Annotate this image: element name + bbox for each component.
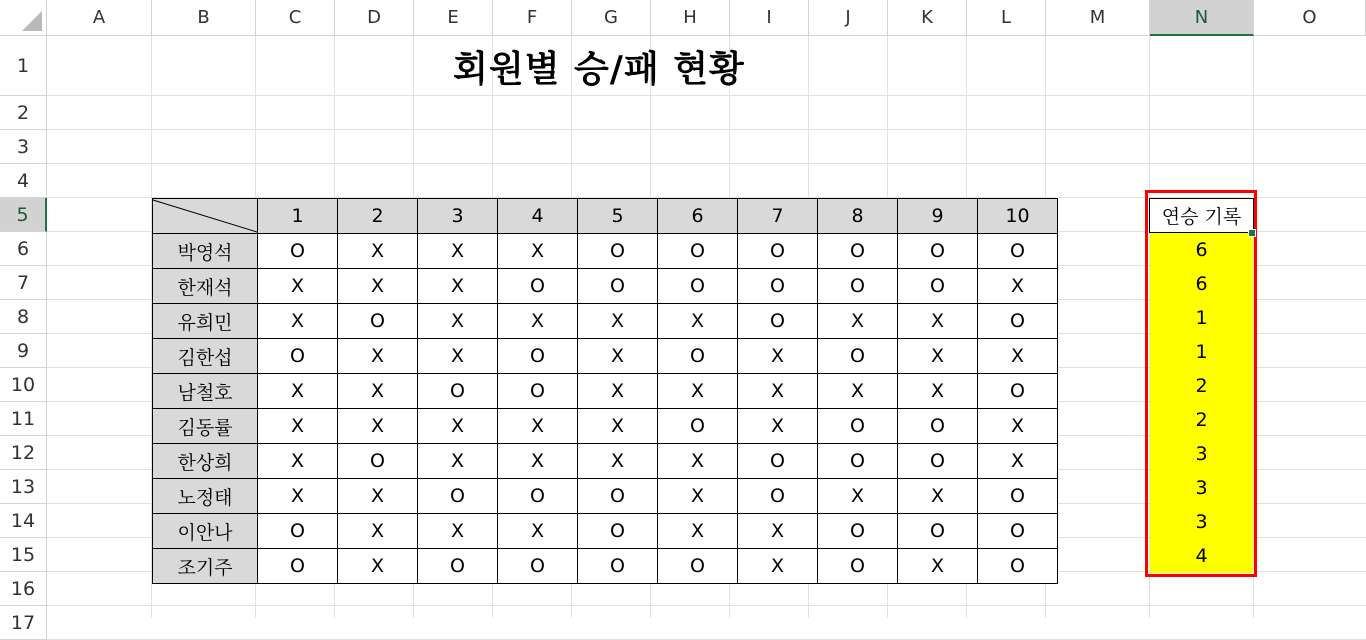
result-cell[interactable]: X bbox=[578, 339, 658, 374]
result-cell[interactable]: O bbox=[258, 514, 338, 549]
game-number-header[interactable]: 9 bbox=[898, 199, 978, 234]
result-cell[interactable]: O bbox=[578, 269, 658, 304]
member-name-cell[interactable]: 박영석 bbox=[153, 234, 258, 269]
result-cell[interactable]: O bbox=[658, 234, 738, 269]
result-cell[interactable]: X bbox=[418, 409, 498, 444]
result-cell[interactable]: X bbox=[258, 409, 338, 444]
game-number-header[interactable]: 2 bbox=[338, 199, 418, 234]
result-cell[interactable]: O bbox=[258, 549, 338, 584]
table-row bbox=[153, 409, 1058, 444]
member-name-cell[interactable]: 조기주 bbox=[153, 549, 258, 584]
result-cell[interactable]: O bbox=[898, 514, 978, 549]
result-cell[interactable]: O bbox=[978, 374, 1058, 409]
game-number-header[interactable]: 4 bbox=[498, 199, 578, 234]
result-cell[interactable]: X bbox=[418, 304, 498, 339]
row-header-4[interactable]: 4 bbox=[0, 164, 47, 198]
result-cell[interactable]: O bbox=[978, 304, 1058, 339]
streak-value-cell[interactable]: 1 bbox=[1150, 335, 1253, 369]
result-cell[interactable]: X bbox=[898, 549, 978, 584]
member-name-cell[interactable]: 남철호 bbox=[153, 374, 258, 409]
column-header-F[interactable]: F bbox=[493, 0, 572, 36]
row-header-1[interactable]: 1 bbox=[0, 36, 47, 96]
select-all-triangle-icon bbox=[22, 11, 42, 31]
table-row bbox=[153, 234, 1058, 269]
result-cell[interactable]: O bbox=[258, 339, 338, 374]
result-cell[interactable]: X bbox=[498, 304, 578, 339]
result-cell[interactable]: X bbox=[498, 234, 578, 269]
streak-header-cell[interactable]: 연승 기록 bbox=[1149, 198, 1254, 233]
game-number-header[interactable]: 3 bbox=[418, 199, 498, 234]
result-cell[interactable]: O bbox=[898, 269, 978, 304]
result-cell[interactable]: O bbox=[818, 339, 898, 374]
result-cell[interactable]: X bbox=[338, 409, 418, 444]
streak-value-cell[interactable]: 2 bbox=[1150, 403, 1253, 437]
column-header-A[interactable]: A bbox=[47, 0, 152, 36]
result-cell[interactable]: X bbox=[578, 444, 658, 479]
row-header-12[interactable]: 12 bbox=[0, 436, 47, 470]
streak-value-cell[interactable]: 3 bbox=[1150, 471, 1253, 505]
result-cell[interactable]: X bbox=[258, 304, 338, 339]
result-cell[interactable]: X bbox=[578, 409, 658, 444]
streak-value-cell[interactable]: 3 bbox=[1150, 505, 1253, 539]
column-header-N[interactable]: N bbox=[1150, 0, 1254, 36]
result-cell[interactable]: O bbox=[978, 234, 1058, 269]
result-cell[interactable]: O bbox=[338, 304, 418, 339]
row-header-16[interactable]: 16 bbox=[0, 572, 47, 606]
column-header-L[interactable]: L bbox=[967, 0, 1046, 36]
result-cell[interactable]: X bbox=[338, 374, 418, 409]
result-cell[interactable]: X bbox=[418, 514, 498, 549]
row-header-11[interactable]: 11 bbox=[0, 402, 47, 436]
result-cell[interactable]: O bbox=[898, 234, 978, 269]
result-cell[interactable]: O bbox=[818, 444, 898, 479]
result-cell[interactable]: X bbox=[898, 339, 978, 374]
row-header-17[interactable]: 17 bbox=[0, 606, 47, 640]
result-cell[interactable]: X bbox=[738, 339, 818, 374]
column-header-C[interactable]: C bbox=[256, 0, 335, 36]
result-cell[interactable]: O bbox=[818, 549, 898, 584]
result-cell[interactable]: X bbox=[978, 269, 1058, 304]
row-header-3[interactable]: 3 bbox=[0, 130, 47, 164]
result-cell[interactable]: X bbox=[338, 339, 418, 374]
streak-value-cell[interactable]: 1 bbox=[1150, 301, 1253, 335]
table-header-row bbox=[153, 199, 1058, 234]
streak-value-cell[interactable]: 6 bbox=[1150, 267, 1253, 301]
result-cell[interactable]: O bbox=[578, 234, 658, 269]
result-cell[interactable]: O bbox=[498, 479, 578, 514]
result-cell[interactable]: X bbox=[418, 234, 498, 269]
game-number-header[interactable]: 1 bbox=[258, 199, 338, 234]
streak-value-cell[interactable]: 4 bbox=[1150, 539, 1253, 573]
result-cell[interactable]: O bbox=[738, 304, 818, 339]
result-cell[interactable]: X bbox=[658, 374, 738, 409]
result-cell[interactable]: X bbox=[738, 514, 818, 549]
game-number-header[interactable]: 8 bbox=[818, 199, 898, 234]
result-cell[interactable]: X bbox=[418, 339, 498, 374]
result-cell[interactable]: X bbox=[498, 444, 578, 479]
result-cell[interactable]: X bbox=[418, 269, 498, 304]
result-cell[interactable]: X bbox=[818, 374, 898, 409]
member-name-cell[interactable]: 한재석 bbox=[153, 269, 258, 304]
result-cell[interactable]: O bbox=[978, 479, 1058, 514]
result-cell[interactable]: X bbox=[258, 479, 338, 514]
column-header-D[interactable]: D bbox=[335, 0, 414, 36]
selection-highlight-box bbox=[1145, 190, 1257, 577]
game-number-header[interactable]: 10 bbox=[978, 199, 1058, 234]
result-cell[interactable]: X bbox=[338, 479, 418, 514]
result-cell[interactable]: O bbox=[498, 374, 578, 409]
result-cell[interactable]: O bbox=[418, 549, 498, 584]
result-cell[interactable]: X bbox=[978, 409, 1058, 444]
result-cell[interactable]: X bbox=[658, 479, 738, 514]
column-header-M[interactable]: M bbox=[1046, 0, 1150, 36]
result-cell[interactable]: X bbox=[418, 444, 498, 479]
result-cell[interactable]: O bbox=[978, 514, 1058, 549]
result-cell[interactable]: O bbox=[658, 269, 738, 304]
result-cell[interactable]: O bbox=[738, 234, 818, 269]
result-cell[interactable]: X bbox=[338, 234, 418, 269]
row-header-6[interactable]: 6 bbox=[0, 232, 47, 266]
table-row bbox=[153, 549, 1058, 584]
result-cell[interactable]: O bbox=[418, 479, 498, 514]
table-row bbox=[153, 304, 1058, 339]
result-cell[interactable]: O bbox=[578, 514, 658, 549]
results-table bbox=[152, 198, 1058, 584]
streak-value-cell[interactable]: 2 bbox=[1150, 369, 1253, 403]
result-cell[interactable]: O bbox=[978, 549, 1058, 584]
result-cell[interactable]: X bbox=[978, 444, 1058, 479]
result-cell[interactable]: X bbox=[258, 444, 338, 479]
result-cell[interactable]: X bbox=[498, 514, 578, 549]
streak-value-cell[interactable]: 3 bbox=[1150, 437, 1253, 471]
member-name-cell[interactable]: 김한섭 bbox=[153, 339, 258, 374]
result-cell[interactable]: O bbox=[578, 479, 658, 514]
result-cell[interactable]: X bbox=[338, 549, 418, 584]
row-header-8[interactable]: 8 bbox=[0, 300, 47, 334]
result-cell[interactable]: X bbox=[738, 374, 818, 409]
column-header-O[interactable]: O bbox=[1254, 0, 1366, 36]
result-cell[interactable]: X bbox=[338, 514, 418, 549]
table-row bbox=[153, 374, 1058, 409]
column-header-H[interactable]: H bbox=[651, 0, 730, 36]
table-row bbox=[153, 269, 1058, 304]
member-name-cell[interactable]: 이안나 bbox=[153, 514, 258, 549]
row-header-7[interactable]: 7 bbox=[0, 266, 47, 300]
result-cell[interactable]: X bbox=[898, 304, 978, 339]
streak-value-cell[interactable]: 6 bbox=[1150, 233, 1253, 267]
row-header-10[interactable]: 10 bbox=[0, 368, 47, 402]
table-row bbox=[153, 339, 1058, 374]
result-cell[interactable]: X bbox=[258, 374, 338, 409]
result-cell[interactable]: O bbox=[818, 234, 898, 269]
column-header-G[interactable]: G bbox=[572, 0, 651, 36]
row-header-9[interactable]: 9 bbox=[0, 334, 47, 368]
table-row bbox=[153, 444, 1058, 479]
result-cell[interactable]: O bbox=[338, 444, 418, 479]
result-cell[interactable]: O bbox=[898, 444, 978, 479]
result-cell[interactable]: X bbox=[658, 444, 738, 479]
result-cell[interactable]: X bbox=[898, 374, 978, 409]
result-cell[interactable]: O bbox=[818, 269, 898, 304]
table-row bbox=[153, 479, 1058, 514]
member-name-cell[interactable]: 노정태 bbox=[153, 479, 258, 514]
game-number-header[interactable]: 5 bbox=[578, 199, 658, 234]
result-cell[interactable]: X bbox=[738, 549, 818, 584]
result-cell[interactable]: O bbox=[738, 269, 818, 304]
column-header-K[interactable]: K bbox=[888, 0, 967, 36]
result-cell[interactable]: X bbox=[978, 339, 1058, 374]
result-cell[interactable]: O bbox=[418, 374, 498, 409]
sheet-title[interactable]: 회원별 승/패 현황 bbox=[453, 48, 745, 90]
result-cell[interactable]: X bbox=[658, 514, 738, 549]
result-cell[interactable]: O bbox=[498, 549, 578, 584]
result-cell[interactable]: O bbox=[578, 549, 658, 584]
diagonal-header-cell[interactable] bbox=[153, 199, 258, 234]
column-header-B[interactable]: B bbox=[152, 0, 256, 36]
result-cell[interactable]: X bbox=[578, 374, 658, 409]
select-all-button[interactable] bbox=[0, 0, 47, 36]
result-cell[interactable]: O bbox=[658, 339, 738, 374]
row-header-5[interactable]: 5 bbox=[0, 198, 47, 232]
table-row bbox=[153, 514, 1058, 549]
gridline-horizontal bbox=[47, 163, 1366, 164]
result-cell[interactable]: O bbox=[738, 479, 818, 514]
game-number-header[interactable]: 7 bbox=[738, 199, 818, 234]
result-cell[interactable]: O bbox=[738, 444, 818, 479]
column-header-E[interactable]: E bbox=[414, 0, 493, 36]
result-cell[interactable]: X bbox=[258, 269, 338, 304]
result-cell[interactable]: O bbox=[658, 409, 738, 444]
result-cell[interactable]: X bbox=[898, 479, 978, 514]
result-cell[interactable]: O bbox=[498, 339, 578, 374]
result-cell[interactable]: X bbox=[498, 409, 578, 444]
row-header-15[interactable]: 15 bbox=[0, 538, 47, 572]
result-cell[interactable]: O bbox=[898, 409, 978, 444]
member-name-cell[interactable]: 김동률 bbox=[153, 409, 258, 444]
gridline-horizontal bbox=[47, 605, 1366, 606]
result-cell[interactable]: O bbox=[818, 514, 898, 549]
result-cell[interactable]: O bbox=[818, 409, 898, 444]
gridline-horizontal bbox=[47, 129, 1366, 130]
row-header-14[interactable]: 14 bbox=[0, 504, 47, 538]
row-header-2[interactable]: 2 bbox=[0, 96, 47, 130]
column-header-I[interactable]: I bbox=[730, 0, 809, 36]
result-cell[interactable]: X bbox=[818, 479, 898, 514]
member-name-cell[interactable]: 유희민 bbox=[153, 304, 258, 339]
game-number-header[interactable]: 6 bbox=[658, 199, 738, 234]
result-cell[interactable]: X bbox=[338, 269, 418, 304]
result-cell[interactable]: O bbox=[498, 269, 578, 304]
result-cell[interactable]: O bbox=[658, 549, 738, 584]
result-cell[interactable]: X bbox=[658, 304, 738, 339]
result-cell[interactable]: X bbox=[578, 304, 658, 339]
row-header-13[interactable]: 13 bbox=[0, 470, 47, 504]
fill-handle[interactable] bbox=[1248, 229, 1256, 237]
column-header-J[interactable]: J bbox=[809, 0, 888, 36]
diagonal-line bbox=[153, 200, 257, 232]
result-cell[interactable]: X bbox=[818, 304, 898, 339]
result-cell[interactable]: X bbox=[738, 409, 818, 444]
result-cell[interactable]: O bbox=[258, 234, 338, 269]
member-name-cell[interactable]: 한상희 bbox=[153, 444, 258, 479]
